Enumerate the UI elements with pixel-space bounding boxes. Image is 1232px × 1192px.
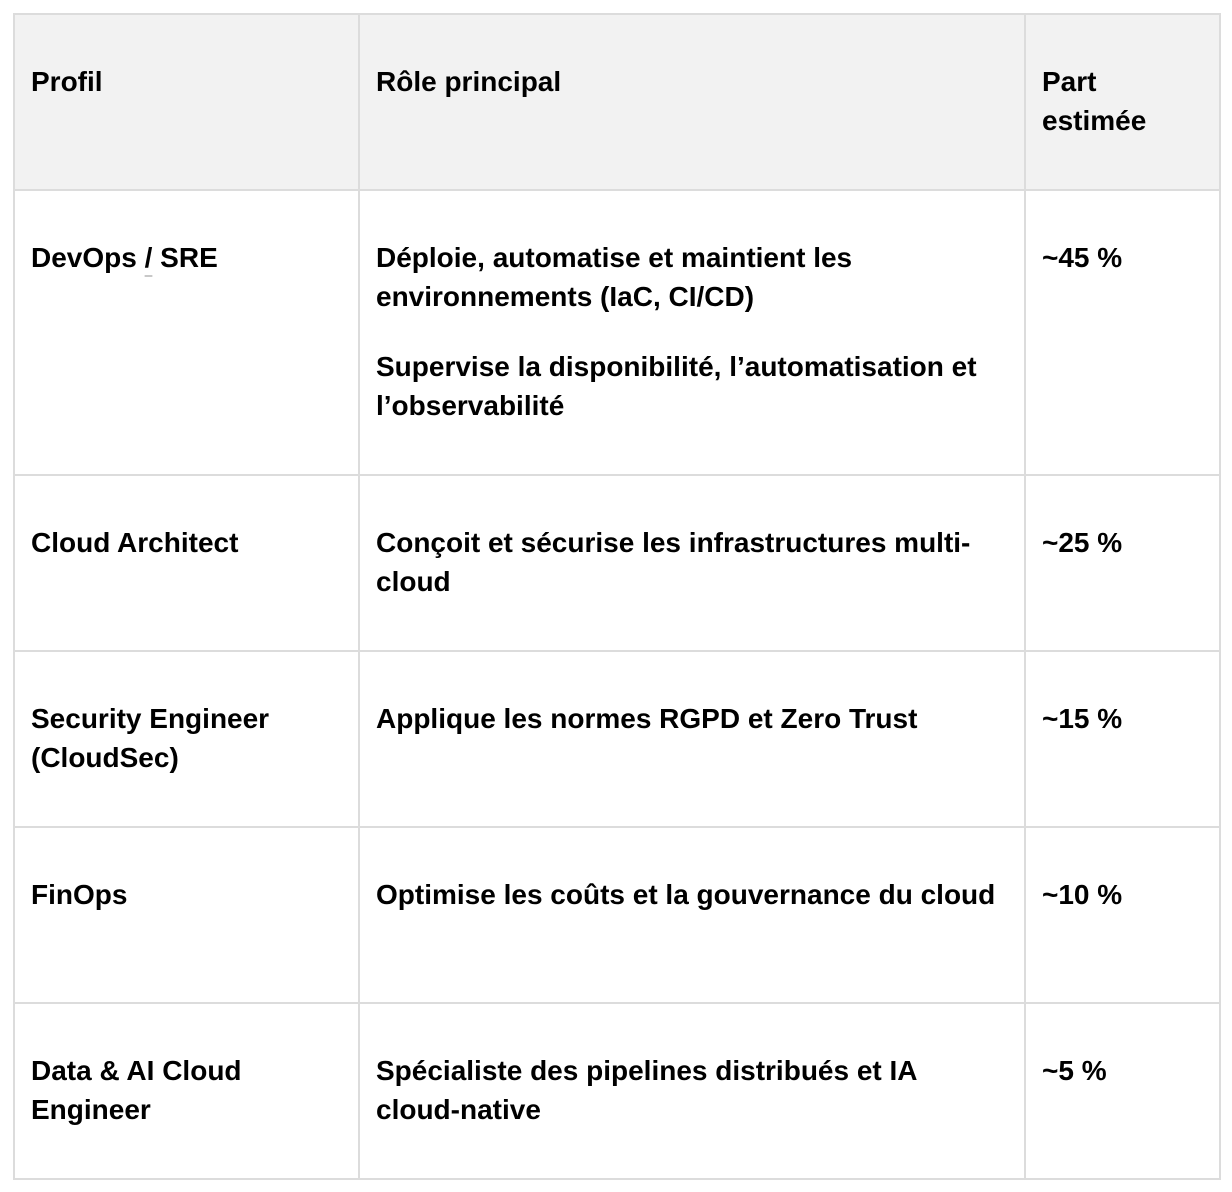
- profile-cell: Data & AI Cloud Engineer: [14, 1003, 359, 1179]
- role-cell: [359, 1003, 1025, 1179]
- share-cell: ~5 %: [1025, 1003, 1220, 1179]
- table-row: [14, 190, 1220, 475]
- header-role: Rôle principal: [359, 14, 1025, 190]
- header-share: [1025, 14, 1220, 190]
- profile-cell: Security Engineer (CloudSec): [14, 651, 359, 827]
- role-cell: [359, 475, 1025, 651]
- profile-text: DevOps: [31, 242, 145, 273]
- role-paragraph: Spécialiste des pipelines distribués et IA cloud-native: [376, 1055, 917, 1125]
- role-cell: [359, 827, 1025, 1003]
- header-share-line1: Part: [1042, 66, 1097, 97]
- header-share-line2: estimée: [1042, 105, 1147, 136]
- share-cell: ~25 %: [1025, 475, 1220, 651]
- role-cell: [359, 651, 1025, 827]
- profile-text: SRE: [152, 242, 218, 273]
- role-paragraph: Supervise la disponibilité, l’automatisation et l’observabilité: [376, 351, 977, 421]
- profile-cell: [14, 190, 359, 475]
- profile-cell: Cloud Architect: [14, 475, 359, 651]
- share-cell: ~15 %: [1025, 651, 1220, 827]
- header-profile: Profil: [14, 14, 359, 190]
- role-paragraph: Optimise les coûts et la gouvernance du cloud: [376, 879, 996, 910]
- share-cell: ~45 %: [1025, 190, 1220, 475]
- role-cell: [359, 190, 1025, 475]
- profile-separator: /: [144, 242, 153, 273]
- table-header-row: [14, 14, 1220, 190]
- role-paragraph: Applique les normes RGPD et Zero Trust: [376, 703, 918, 734]
- share-cell: ~10 %: [1025, 827, 1220, 1003]
- table-row: [14, 651, 1220, 827]
- role-paragraph: Déploie, automatise et maintient les environnements (IaC, CI/CD): [376, 242, 853, 312]
- table-row: [14, 827, 1220, 1003]
- roles-table: [13, 13, 1221, 1180]
- role-paragraph: Conçoit et sécurise les infrastructures multi-cloud: [376, 527, 971, 597]
- profile-cell: FinOps: [14, 827, 359, 1003]
- table-row: [14, 475, 1220, 651]
- table-row: [14, 1003, 1220, 1179]
